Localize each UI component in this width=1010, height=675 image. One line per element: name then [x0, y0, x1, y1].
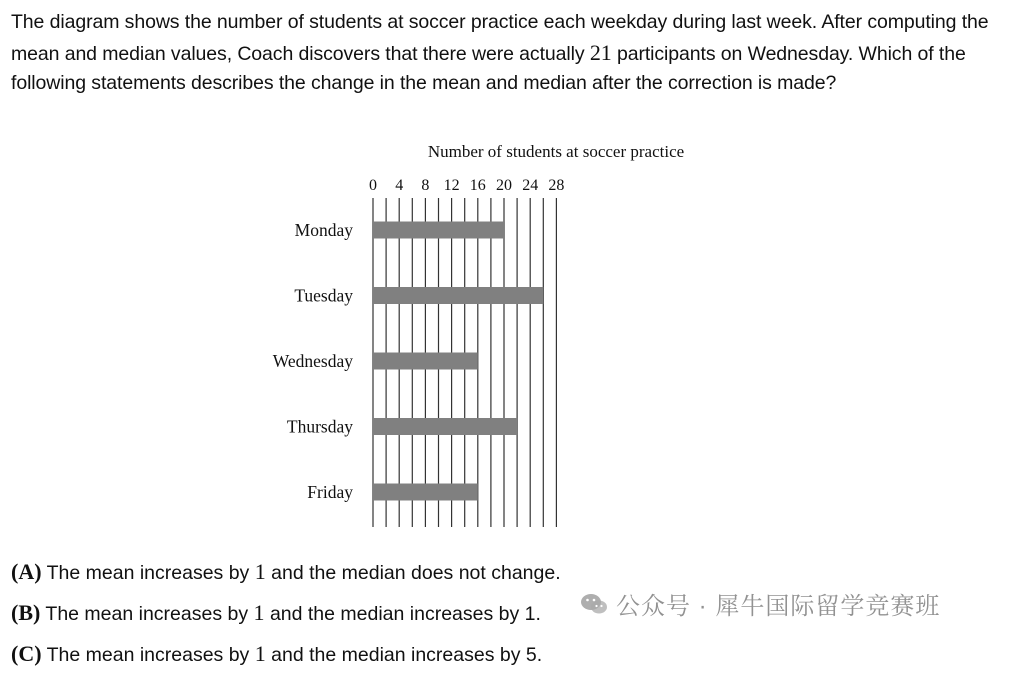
watermark-text: 公众号 · 犀牛国际留学竞赛班: [616, 593, 941, 620]
option-a-letter: (A): [11, 559, 42, 584]
category-label-friday: Friday: [307, 482, 353, 502]
category-labels: [273, 220, 353, 502]
x-tick-label-16: 16: [469, 177, 486, 194]
x-tick-label-8: 8: [421, 177, 430, 194]
category-label-wednesday: Wednesday: [272, 351, 353, 371]
x-axis-tick-labels: [369, 177, 564, 194]
x-tick-label-12: 12: [443, 177, 460, 194]
option-b-pre: The mean increases by: [45, 603, 249, 625]
option-a-post: and the median does not change.: [271, 562, 561, 584]
bars: [373, 222, 543, 501]
option-c[interactable]: [11, 634, 996, 675]
option-c-post: and the median increases by 5.: [271, 644, 543, 666]
question-part2: participants on Wednesday. Which of the following statements describes the change in the mean and median after the correction is made?: [11, 42, 966, 94]
option-b-letter: (B): [11, 600, 41, 625]
x-tick-label-20: 20: [496, 177, 512, 194]
watermark: [580, 586, 940, 621]
category-label-thursday: Thursday: [286, 416, 353, 437]
category-label-tuesday: Tuesday: [294, 285, 353, 306]
option-a-num: 1: [254, 559, 266, 584]
bar-thursday: [373, 418, 517, 435]
option-b-post: and the median increases by 1.: [269, 603, 541, 625]
bar-friday: [373, 484, 478, 501]
x-tick-label-4: 4: [395, 177, 404, 194]
question-part1: The diagram shows the number of students at soccer practice each weekday during last week. After computing the mean and median values, Coach discovers that there were actually: [11, 11, 989, 65]
bar-tuesday: [373, 287, 543, 304]
option-b-num: 1: [253, 600, 265, 625]
x-tick-label-0: 0: [369, 177, 377, 194]
bar-monday: [373, 222, 504, 239]
wechat-icon: [580, 592, 608, 616]
bar-wednesday: [373, 353, 478, 370]
option-c-pre: The mean increases by: [46, 644, 250, 666]
chart-title: Number of students at soccer practice: [427, 142, 685, 161]
option-a-pre: The mean increases by: [46, 562, 250, 584]
x-tick-label-24: 24: [522, 177, 539, 194]
x-tick-label-28: 28: [548, 177, 565, 194]
question-value: 21: [589, 39, 612, 65]
category-label-monday: Monday: [294, 220, 353, 240]
option-c-num: 1: [254, 641, 266, 666]
option-c-letter: (C): [11, 641, 42, 666]
